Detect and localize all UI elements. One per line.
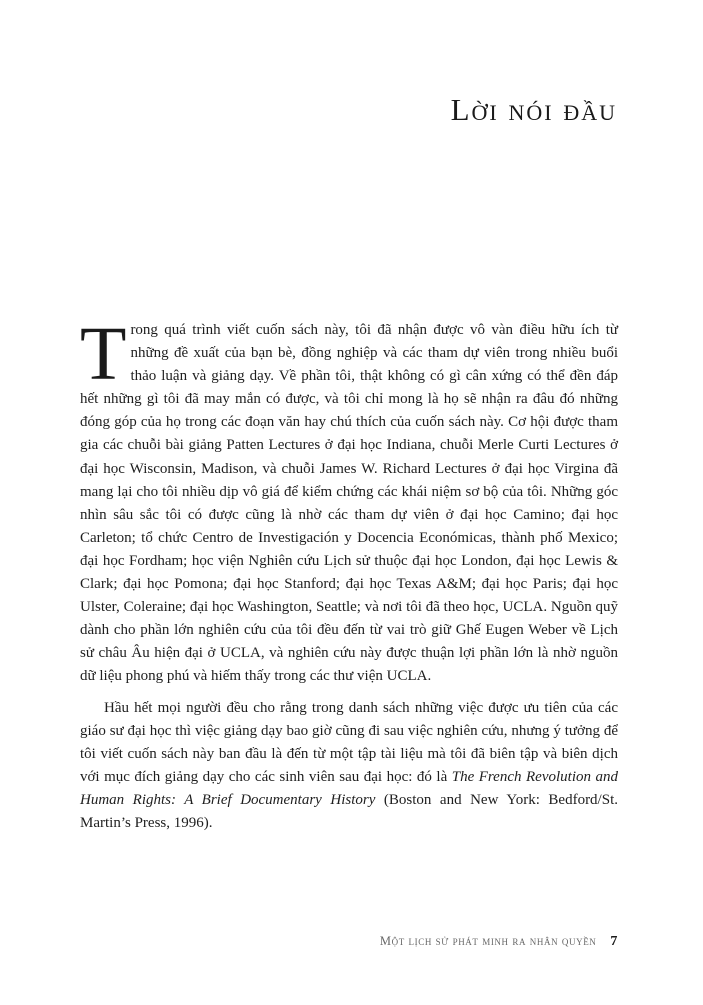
body-text (80, 312, 618, 835)
book-title: The French Revolution and Human Rights: A Brief Documentary History (80, 768, 618, 808)
drop-cap: T (80, 312, 127, 396)
paragraph-2 (80, 697, 618, 836)
chapter-title: Lời nói đầu (450, 92, 617, 127)
paragraph-2-text-after: (Boston and New York: Bedford/St. Martin’s Press, 1996). (80, 791, 618, 831)
page-number: 7 (610, 934, 618, 949)
paragraph-1-text: rong quá trình viết cuốn sách này, tôi đã nhận được vô vàn điều hữu ích từ những đề xuất của bạn bè, đồng nghiệp và các tham dự viên trong nhiều buổi thảo luận và giảng dạy. Về phần tôi, thật không có gì cân xứng có thể đền đáp hết những gì tôi đã may mắn có được, và tôi chỉ mong là họ sẽ nhận ra đâu đó những đóng góp của họ trong các đoạn văn hay chú thích của cuốn sách này. Cơ hội được tham gia các chuỗi bài giảng Patten Lectures ở đại học Indiana, chuỗi Merle Curti Lectures ở đại học Wisconsin, Madison, và chuỗi James W. Richard Lectures ở đại học Virgina đã mang lại cho tôi nhiều dịp vô giá để kiểm chứng các khái niệm sơ bộ của tôi. Những góc nhìn sâu sắc tôi có được cũng là nhờ các tham dự viên ở đại học Camino; đại học Carleton; tổ chức Centro de Investigación y Docencia Económicas, thành phố Mexico; đại học Fordham; học viện Nghiên cứu Lịch sử thuộc đại học London, đại học Lewis & Clark; đại học Pomona; đại học Stanford; đại học Texas A&M; đại học Paris; đại học Ulster, Coleraine; đại học Washington, Seattle; và nơi tôi đã theo học, UCLA. Nguồn quỹ dành cho phần lớn nghiên cứu của tôi đều đến từ vai trò giữ Ghế Eugen Weber về Lịch sử châu Âu hiện đại ở UCLA, và nghiên cứu này được thuận lợi phần lớn là nhờ nguồn dữ liệu phong phú và hiếm thấy trong các thư viện UCLA. (80, 322, 618, 685)
paragraph-1 (80, 312, 618, 689)
running-title: Một lịch sử phát minh ra nhân quyền (379, 934, 597, 948)
page-footer (380, 934, 618, 950)
paragraph-2-text-before: Hầu hết mọi người đều cho rằng trong danh sách những việc được ưu tiên của các giáo sư đại học thì việc giảng dạy bao giờ cũng đi sau việc nghiên cứu, nhưng ý tưởng để tôi viết cuốn sách này ban đầu là đến từ một tập tài liệu mà tôi đã biên tập và biên dịch với mục đích giảng dạy cho các sinh viên sau đại học: đó là (80, 699, 618, 785)
